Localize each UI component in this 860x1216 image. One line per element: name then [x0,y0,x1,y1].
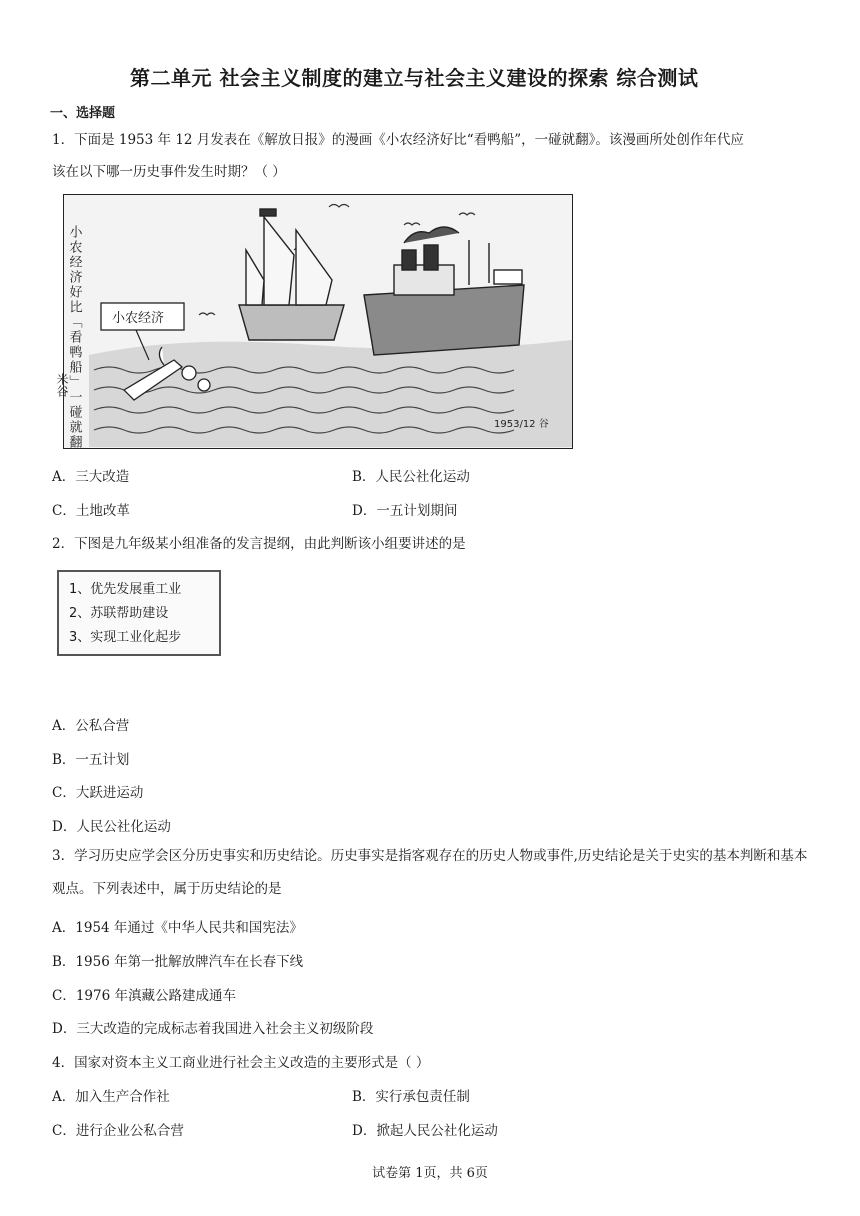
q1-option-c[interactable]: C．土地改革 [52,503,130,519]
q1-stem-line2: 该在以下哪一历史事件发生时期？（ ） [52,164,286,180]
q4-option-b[interactable]: B．实行承包责任制 [352,1089,470,1105]
q1-cartoon-image [55,194,573,450]
q4-option-c[interactable]: C．进行企业公私合营 [52,1123,184,1139]
q2-option-a[interactable]: A．公私合营 [52,718,130,734]
q1-option-a[interactable]: A．三大改造 [52,469,130,485]
q4-option-a[interactable]: A．加入生产合作社 [52,1089,170,1105]
outline-item: 2、苏联帮助建设 [69,606,169,621]
q2-stem: 2．下图是九年级某小组准备的发言提纲，由此判断该小组要讲述的是 [52,536,466,552]
q4-option-d[interactable]: D．掀起人民公社化运动 [352,1123,498,1139]
q2-outline-image [57,570,221,656]
q3-option-c[interactable]: C．1976 年滇藏公路建成通车 [52,988,236,1004]
q3-stem: 3．学习历史应学会区分历史事实和历史结论。历史事实是指客观存在的历史人物或事件,历史结论是关于史实的基本判断和基本观点。下列表述中，属于历史结论的是 [52,848,808,897]
outline-item: 1、优先发展重工业 [69,582,182,597]
page-footer: 试卷第 1页，共 6页 [372,1166,488,1181]
outline-item: 3、实现工业化起步 [69,630,182,645]
q2-option-c[interactable]: C．大跃进运动 [52,785,144,801]
q3-option-a[interactable]: A．1954 年通过《中华人民共和国宪法》 [52,920,303,936]
q1-option-b[interactable]: B．人民公社化运动 [352,469,470,485]
q2-option-d[interactable]: D．人民公社化运动 [52,819,171,835]
q4-stem: 4．国家对资本主义工商业进行社会主义改造的主要形式是（ ） [52,1055,430,1071]
cartoon-artist: 米谷 [55,373,69,397]
section-heading: 一、选择题 [50,106,116,121]
q1-option-d[interactable]: D．一五计划期间 [352,503,458,519]
q3-option-b[interactable]: B．1956 年第一批解放牌汽车在长春下线 [52,954,304,970]
cartoon-box-label: 小农经济 [112,311,165,326]
cartoon-vertical-caption: 小农经济好比「看鸭船」一碰就翻 [66,225,82,450]
q2-option-b[interactable]: B．一五计划 [52,752,130,768]
cartoon-date: 1953/12 谷 [494,419,549,430]
q3-option-d[interactable]: D．三大改造的完成标志着我国进入社会主义初级阶段 [52,1021,374,1037]
exam-title: 第二单元 社会主义制度的建立与社会主义建设的探索 综合测试 [130,66,699,90]
q1-stem-line1: 1．下面是 1953 年 12 月发表在《解放日报》的漫画《小农经济好比“看鸭船”，一碰就翻》。该漫画所处创作年代应 [52,132,744,148]
